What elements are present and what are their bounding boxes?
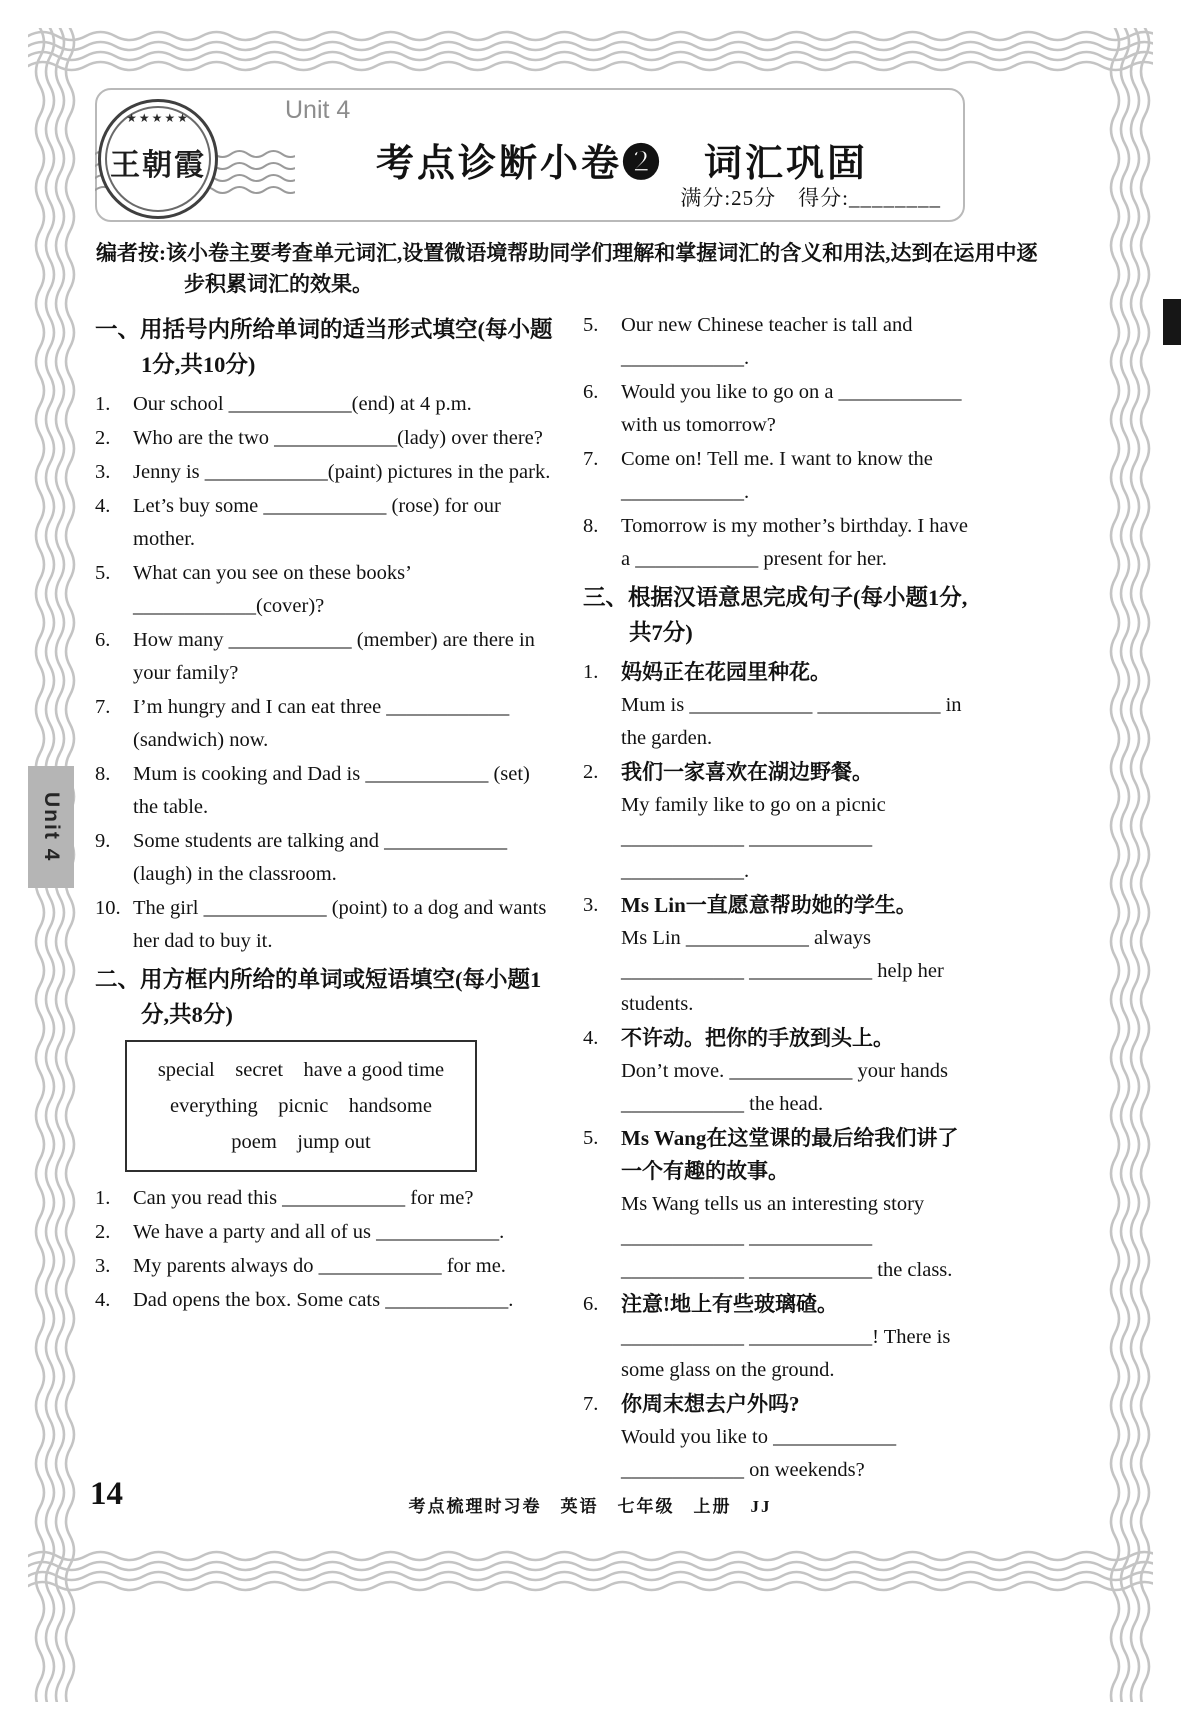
- word-bank-line: everything picnic handsome: [170, 1095, 432, 1117]
- question-text: Our new Chinese teacher is tall and ____________.: [621, 314, 913, 369]
- question-chinese: Ms Lin一直愿意帮助她的学生。: [621, 893, 917, 917]
- question-text: Can you read this ____________ for me?: [133, 1187, 474, 1209]
- question-number: 8.: [95, 763, 111, 785]
- section-three-items: [583, 656, 977, 1487]
- editor-note: [96, 238, 1058, 300]
- question-number: 6.: [583, 1293, 599, 1315]
- question-number: 1.: [95, 393, 111, 415]
- question-item: [95, 1284, 555, 1317]
- section-one-heading: 一、用括号内所给单词的适当形式填空(每小题1分,共10分): [95, 317, 553, 377]
- question-chinese: Ms Wang在这堂课的最后给我们讲了一个有趣的故事。: [621, 1126, 959, 1183]
- question-number: 1.: [583, 661, 599, 683]
- exercise-columns: [95, 308, 977, 1488]
- page-number: 14: [90, 1476, 123, 1512]
- border-bottom-waves: [28, 1548, 1153, 1598]
- question-number: 7.: [583, 1393, 599, 1415]
- question-item: [583, 889, 977, 1021]
- question-text: Who are the two ____________(lady) over there?: [133, 427, 543, 449]
- question-item: [95, 456, 555, 489]
- question-item: [95, 557, 555, 623]
- section-one-items: [95, 388, 555, 958]
- question-body: [621, 756, 977, 888]
- question-number: 8.: [583, 515, 599, 537]
- question-item: [583, 309, 977, 375]
- question-item: [95, 825, 555, 891]
- question-text: What can you see on these books’ ____________(cover)?: [133, 562, 411, 617]
- question-body: [621, 1288, 977, 1387]
- question-text: Mum is cooking and Dad is ____________ (set) the table.: [133, 763, 530, 818]
- question-number: 3.: [583, 894, 599, 916]
- question-english: Would you like to ____________ ____________ on weekends?: [621, 1426, 897, 1481]
- question-item: [583, 1022, 977, 1121]
- score-line: 满分:25分 得分:________: [680, 186, 941, 210]
- question-item: [583, 1288, 977, 1387]
- question-number: 4.: [583, 1027, 599, 1049]
- right-column: [583, 308, 977, 1488]
- question-number: 1.: [95, 1187, 111, 1209]
- question-text: How many ____________ (member) are there in your family?: [133, 629, 535, 684]
- question-english: My family like to go on a picnic ____________ ____________ ____________.: [621, 794, 886, 882]
- question-chinese: 我们一家喜欢在湖边野餐。: [621, 760, 873, 784]
- question-number: 7.: [95, 696, 111, 718]
- question-text: Jenny is ____________(paint) pictures in the park.: [133, 461, 551, 483]
- question-text: Our school ____________(end) at 4 p.m.: [133, 393, 472, 415]
- question-item: [95, 1182, 555, 1215]
- question-english: Mum is ____________ ____________ in the garden.: [621, 694, 962, 749]
- question-item: [583, 376, 977, 442]
- edge-marker: [1163, 299, 1181, 345]
- border-right-waves: [1103, 28, 1153, 1702]
- question-number: 2.: [583, 761, 599, 783]
- question-number: 4.: [95, 1289, 111, 1311]
- question-item: [583, 510, 977, 576]
- question-item: [583, 1388, 977, 1487]
- question-number: 2.: [95, 427, 111, 449]
- question-english: Don’t move. ____________ your hands ____________ the head.: [621, 1060, 949, 1115]
- question-item: [95, 758, 555, 824]
- unit-side-tab: [28, 766, 74, 888]
- question-chinese: 不许动。把你的手放到头上。: [621, 1026, 894, 1050]
- question-text: Would you like to go on a ____________ with us tomorrow?: [621, 381, 962, 436]
- question-text: Come on! Tell me. I want to know the ____________.: [621, 448, 933, 503]
- section-two-heading: 二、用方框内所给的单词或短语填空(每小题1分,共8分): [95, 967, 542, 1027]
- question-english: ____________ ____________! There is some glass on the ground.: [621, 1326, 951, 1381]
- question-chinese: 妈妈正在花园里种花。: [621, 660, 831, 684]
- footer-text: 考点梳理时习卷 英语 七年级 上册 JJ: [408, 1497, 772, 1516]
- question-body: [621, 1388, 977, 1487]
- logo-brand-name: 王朝霞: [110, 149, 206, 182]
- question-number: 3.: [95, 461, 111, 483]
- question-text: Tomorrow is my mother’s birthday. I have a ____________ present for her.: [621, 515, 968, 570]
- question-item: [95, 490, 555, 556]
- question-english: Ms Lin ____________ always ____________ ____________ help her students.: [621, 927, 944, 1015]
- question-body: [621, 1122, 977, 1287]
- question-text: We have a party and all of us ____________.: [133, 1221, 505, 1243]
- question-text: Dad opens the box. Some cats ____________.: [133, 1289, 514, 1311]
- unit-side-tab-label: Unit 4: [40, 791, 63, 863]
- question-chinese: 你周末想去户外吗?: [621, 1392, 800, 1416]
- question-body: [621, 656, 977, 755]
- question-item: [583, 656, 977, 755]
- question-number: 7.: [583, 448, 599, 470]
- unit-label: Unit 4: [285, 96, 351, 124]
- question-text: The girl ____________ (point) to a dog and wants her dad to buy it.: [133, 897, 547, 952]
- question-item: [95, 691, 555, 757]
- question-text: Some students are talking and ____________ (laugh) in the classroom.: [133, 830, 508, 885]
- question-number: 6.: [583, 381, 599, 403]
- question-item: [95, 624, 555, 690]
- page-title: 考点诊断小卷❷ 词汇巩固: [375, 143, 868, 185]
- question-number: 5.: [583, 1127, 599, 1149]
- question-number: 6.: [95, 629, 111, 651]
- question-item: [583, 443, 977, 509]
- word-bank-box: [125, 1040, 477, 1172]
- editor-note-label: 编者按:: [96, 241, 166, 265]
- left-column: [95, 308, 555, 1488]
- section-two-items-right: [583, 309, 977, 576]
- question-number: 10.: [95, 897, 121, 919]
- question-item: [95, 1216, 555, 1249]
- question-item: [95, 388, 555, 421]
- question-text: Let’s buy some ____________ (rose) for our mother.: [133, 495, 501, 550]
- question-number: 9.: [95, 830, 111, 852]
- question-item: [95, 422, 555, 455]
- question-text: My parents always do ____________ for me.: [133, 1255, 506, 1277]
- section-two-items-left: [95, 1182, 555, 1317]
- word-bank-line: poem jump out: [231, 1131, 371, 1153]
- section-three-heading: 三、根据汉语意思完成句子(每小题1分,共7分): [583, 585, 968, 645]
- question-number: 5.: [95, 562, 111, 584]
- question-english: Ms Wang tells us an interesting story ____________ ____________ ____________ ____________ the class.: [621, 1193, 953, 1281]
- question-number: 5.: [583, 314, 599, 336]
- word-bank-line: special secret have a good time: [157, 1059, 445, 1081]
- question-item: [583, 756, 977, 888]
- question-text: I’m hungry and I can eat three ____________ (sandwich) now.: [133, 696, 510, 751]
- question-number: 3.: [95, 1255, 111, 1277]
- header-box: [95, 88, 965, 222]
- question-body: [621, 889, 977, 1021]
- question-item: [583, 1122, 977, 1287]
- question-number: 4.: [95, 495, 111, 517]
- border-top-waves: [28, 28, 1153, 78]
- question-chinese: 注意!地上有些玻璃碴。: [621, 1292, 838, 1316]
- logo-stars: ★★★★★: [126, 111, 190, 125]
- question-item: [95, 1250, 555, 1283]
- brand-logo: [98, 99, 218, 219]
- question-item: [95, 892, 555, 958]
- editor-note-text: 该小卷主要考查单元词汇,设置微语境帮助同学们理解和掌握词汇的含义和用法,达到在运用中逐步积累词汇的效果。: [166, 241, 1038, 296]
- question-number: 2.: [95, 1221, 111, 1243]
- question-body: [621, 1022, 977, 1121]
